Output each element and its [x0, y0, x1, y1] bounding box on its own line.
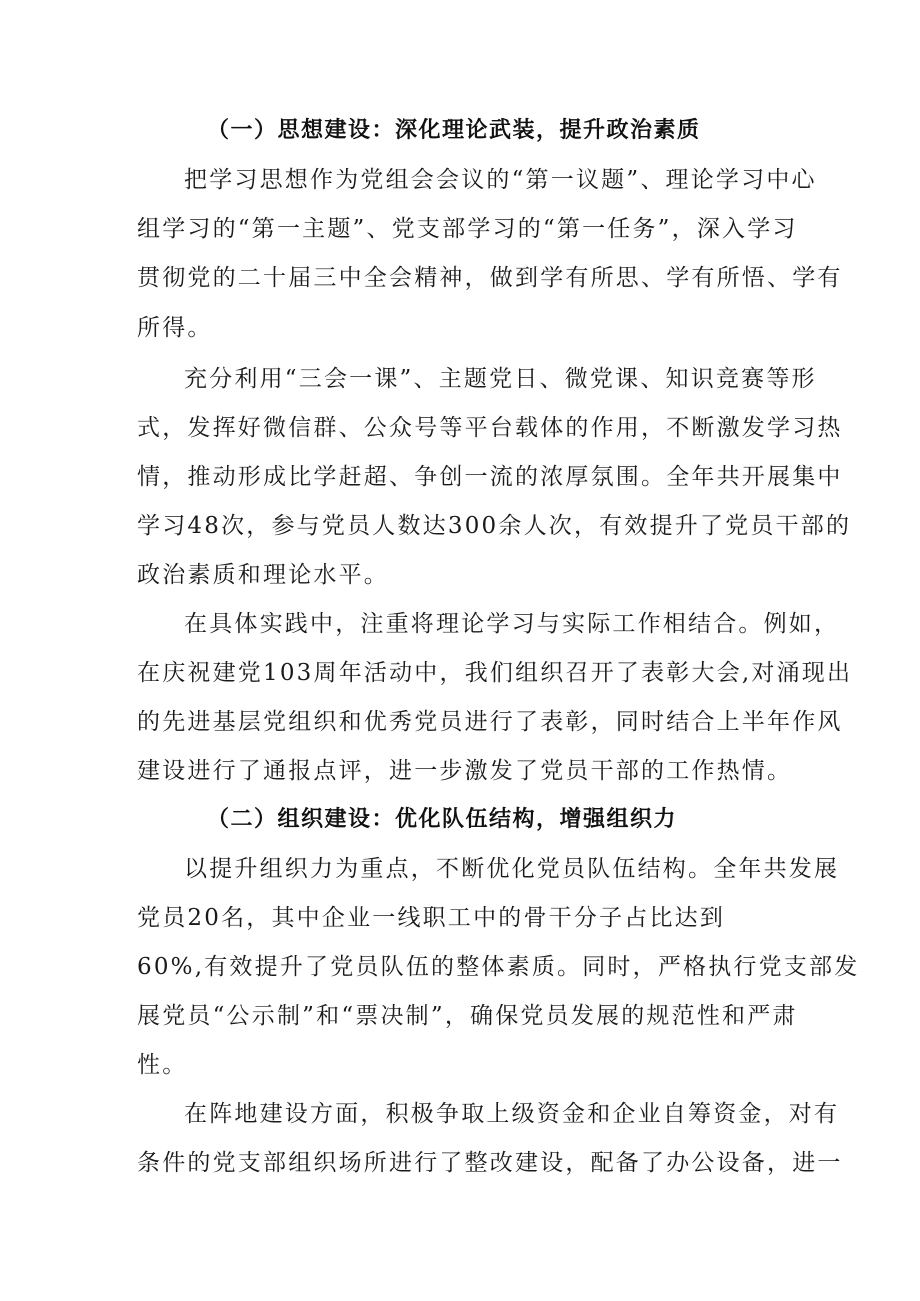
text-line: 60%,有效提升了党员队伍的整体素质。同时，严格执行党支部发: [137, 954, 860, 980]
text-line: 在庆祝建党103周年活动中，我们组织召开了表彰大会,对涌现出: [137, 660, 853, 686]
text-line: 把学习思想作为党组会会议的“第一议题”、理论学习中心: [184, 167, 817, 193]
text-line: 充分利用“三会一课”、主题党日、微党课、知识竞赛等形: [184, 366, 817, 392]
text-line: 建设进行了通报点评，进一步激发了党员干部的工作热情。: [137, 758, 793, 784]
text-line: 所得。: [137, 315, 213, 341]
text-line: 学习48次，参与党员人数达300余人次，有效提升了党员干部的: [137, 513, 852, 539]
section-heading-1: （一）思想建设：深化理论武装，提升政治素质: [207, 118, 701, 143]
section-heading-2: （二）组织建设：优化队伍结构，增强组织力: [207, 807, 678, 832]
text-line: 展党员“公示制”和“票决制”，确保党员发展的规范性和严肃: [137, 1003, 798, 1029]
text-line: 政治素质和理论水平。: [137, 562, 389, 588]
text-line: 情，推动形成比学赶超、争创一流的浓厚氛围。全年共开展集中: [137, 464, 843, 490]
text-line: 党员20名，其中企业一线职工中的骨干分子占比达到: [137, 905, 726, 931]
text-line: 的先进基层党组织和优秀党员进行了表彰，同时结合上半年作风: [137, 709, 843, 735]
text-line: 条件的党支部组织场所进行了整改建设，配备了办公设备，进一: [137, 1150, 843, 1176]
text-line: 式，发挥好微信群、公众号等平台载体的作用，不断激发学习热: [137, 415, 843, 441]
text-line: 在具体实践中，注重将理论学习与实际工作相结合。例如，: [184, 611, 840, 637]
text-line: 贯彻党的二十届三中全会精神，做到学有所思、学有所悟、学有: [137, 265, 843, 291]
text-line: 组学习的“第一主题”、党支部学习的“第一任务”，深入学习: [137, 216, 798, 242]
text-line: 性。: [137, 1052, 188, 1078]
text-line: 在阵地建设方面，积极争取上级资金和企业自筹资金，对有: [184, 1101, 840, 1127]
text-line: 以提升组织力为重点，不断优化党员队伍结构。全年共发展: [184, 856, 840, 882]
